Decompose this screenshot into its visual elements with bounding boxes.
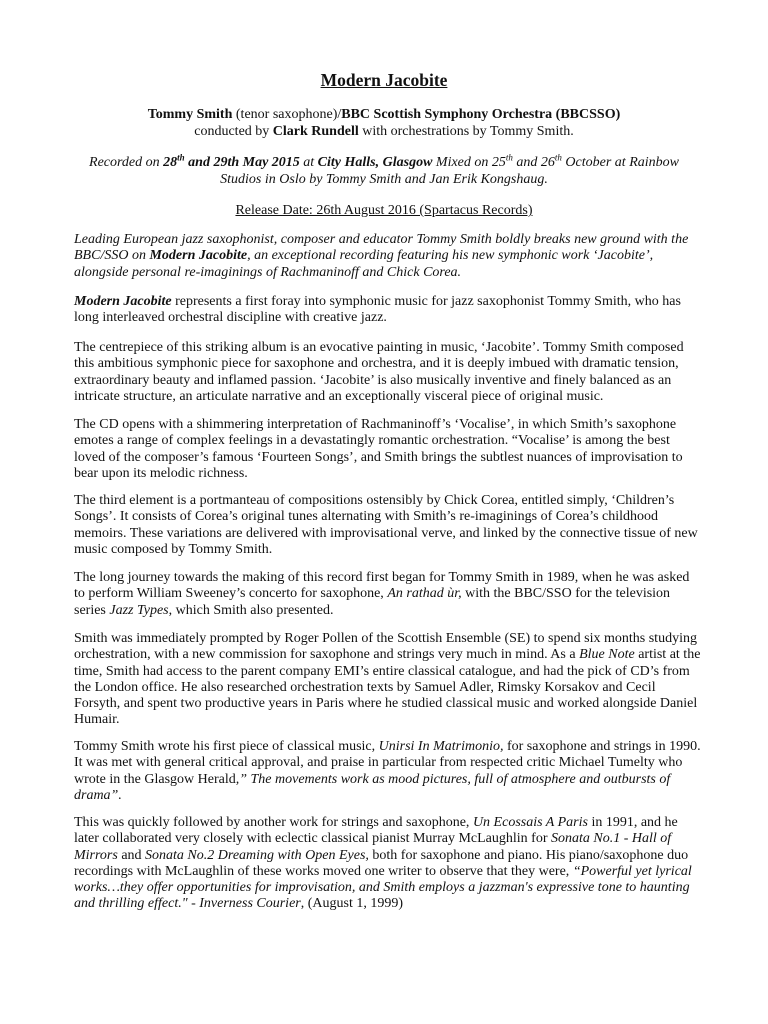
review-quote: “Powerful yet lyrical works…they offer opportunities for improvisation, and Smith employs a jazzman's expressive tone to haunting and thrilling effect." - Inverness Courier bbox=[74, 863, 692, 912]
work-title: Unirsi In Matrimonio, bbox=[378, 739, 504, 754]
paragraph-vocalise: The CD opens with a shimmering interpretation of Rachmaninoff’s ‘Vocalise’, in which Smith’s saxophone emotes a range of complex feelings in a devastatingly romantic orchestration. “Vocalise’ is among the best loved of the composer’s famous ‘Fourteen Songs’, and Smith brings the subtlest nuances of improvisation to bear upon its melodic richness. bbox=[74, 417, 683, 481]
recording-venue: City Halls, Glasgow bbox=[317, 155, 433, 170]
paragraph-text: , which Smith also presented. bbox=[168, 602, 334, 618]
paragraph-text: represents a first foray into symphonic music for jazz saxophonist Tommy Smith, who has long interleaved orchestral discipline with creative jazz. bbox=[74, 294, 681, 326]
paragraph-text: and bbox=[117, 847, 146, 863]
recording-text: Recorded on bbox=[89, 155, 164, 170]
intro-paragraph bbox=[74, 232, 702, 281]
release-date: Release Date: 26th August 2016 (Spartacus Records) bbox=[235, 203, 533, 218]
paragraph-childrens-songs: The third element is a portmanteau of compositions ostensibly by Chick Corea, entitled simply, ‘Children’s Songs’. It consists of Corea’s original tunes alternating with Smith’s re-imaginings of Corea’s childhood memoirs. These variations are delivered with improvisational verve, and linked by the connective tissue of new music composed by Tommy Smith. bbox=[74, 493, 698, 557]
review-quote: ,” The movements work as mood pictures, full of atmosphere and outbursts of drama”. bbox=[74, 771, 671, 803]
album-title: Modern Jacobite bbox=[74, 294, 172, 309]
recording-text: and 26 bbox=[512, 155, 555, 170]
paragraph-text: in 1991, and he later collaborated very closely with eclectic classical pianist Murray McLaughlin for bbox=[74, 815, 678, 847]
orchestra-name: BBC Scottish Symphony Orchestra (BBCSSO) bbox=[341, 107, 621, 122]
album-title: Modern Jacobite bbox=[149, 248, 248, 264]
intro-text: , an exceptional recording featuring his new symphonic work ‘Jacobite’, alongside personal re-imaginings of Rachmaninoff and Chick Corea. bbox=[74, 248, 654, 280]
paragraph-collaborations bbox=[74, 815, 702, 913]
label-name: Blue Note bbox=[579, 647, 635, 663]
recording-date: and 29th May 2015 bbox=[184, 155, 300, 170]
paragraph-first-classical bbox=[74, 739, 702, 804]
series-title: Jazz Types bbox=[109, 602, 169, 618]
recording-text: Mixed on 25 bbox=[432, 155, 506, 170]
credits-text: conducted by bbox=[194, 124, 273, 139]
paragraph-text: artist at the time, Smith had access to the parent company EMI’s entire classical catalogue, and had the pick of CD’s from the London office. He also researched orchestration texts by Samuel Adler, Rimsky Korsakov and Cecil Forsyth, and spent two productive years in Paris where he studied classical music and worked alongside Daniel Humair. bbox=[74, 647, 701, 728]
work-title: Un Ecossais A Paris bbox=[472, 815, 588, 830]
paragraph-orchestration bbox=[74, 631, 702, 729]
recording-text: October at Rainbow Studios in Oslo by Tommy Smith and Jan Erik Kongshaug. bbox=[220, 155, 679, 187]
paragraph-text: Smith was immediately prompted by Roger Pollen of the Scottish Ensemble (SE) to spend six months studying orchestration, with a new commission for saxophone and strings very much in mind. As a bbox=[74, 631, 697, 663]
paragraph-text: This was quickly followed by another work for strings and saxophone, bbox=[74, 815, 473, 830]
work-title: Sonata No.2 Dreaming with Open Eyes, bbox=[145, 847, 369, 863]
document-title: Modern Jacobite bbox=[320, 70, 448, 90]
paragraph-centrepiece: The centrepiece of this striking album is an evocative painting in music, ‘Jacobite’. Tommy Smith composed this ambitious symphonic piece for saxophone and orchestra, and it is deeply imbued with dramatic tension, extraordinary beauty and inflamed passion. ‘Jacobite’ is also musically inventive and finely balanced as an intricate structure, an articulate narrative and an exceptionally visceral piece of original music. bbox=[74, 340, 684, 404]
paragraph-text: for saxophone and strings in 1990. It was met with general critical approval, and praise in particular from respected critic Michael Tumelty who wrote in the Glasgow Herald bbox=[74, 739, 701, 787]
paragraph-text: Tommy Smith wrote his first piece of classical music, bbox=[74, 739, 379, 754]
ordinal-suffix: th bbox=[554, 152, 562, 163]
work-title: Sonata No.1 - Hall of Mirrors bbox=[74, 831, 672, 863]
credits-block bbox=[80, 106, 688, 140]
credits-text: (tenor saxophone)/ bbox=[232, 107, 342, 122]
paragraph-foray bbox=[74, 294, 702, 327]
recording-date: 28 bbox=[163, 155, 178, 170]
ordinal-suffix: th bbox=[505, 152, 513, 163]
artist-name: Tommy Smith bbox=[147, 107, 233, 122]
paragraph-text: with the BBC/SSO for the television series bbox=[74, 586, 671, 618]
recording-text: at bbox=[299, 155, 318, 170]
work-title: An rathad ùr, bbox=[387, 586, 462, 602]
paragraph-text: The long journey towards the making of this record first began for Tommy Smith in 1989, when he was asked to perform William Sweeney’s concerto for saxophone, bbox=[74, 570, 690, 602]
credits-text: with orchestrations by Tommy Smith. bbox=[358, 124, 574, 139]
paragraph-text: , (August 1, 1999) bbox=[300, 896, 404, 912]
ordinal-suffix: th bbox=[177, 152, 185, 163]
intro-text: Leading European jazz saxophonist, composer and educator Tommy Smith boldly breaks new ground with the BBC/SSO on bbox=[74, 232, 689, 264]
paragraph-text: both for saxophone and piano. His piano/saxophone duo recordings with McLaughlin of these works moved one writer to observe that they were, bbox=[74, 847, 689, 879]
recording-info bbox=[80, 154, 688, 188]
paragraph-journey bbox=[74, 570, 702, 619]
conductor-name: Clark Rundell bbox=[272, 124, 359, 139]
